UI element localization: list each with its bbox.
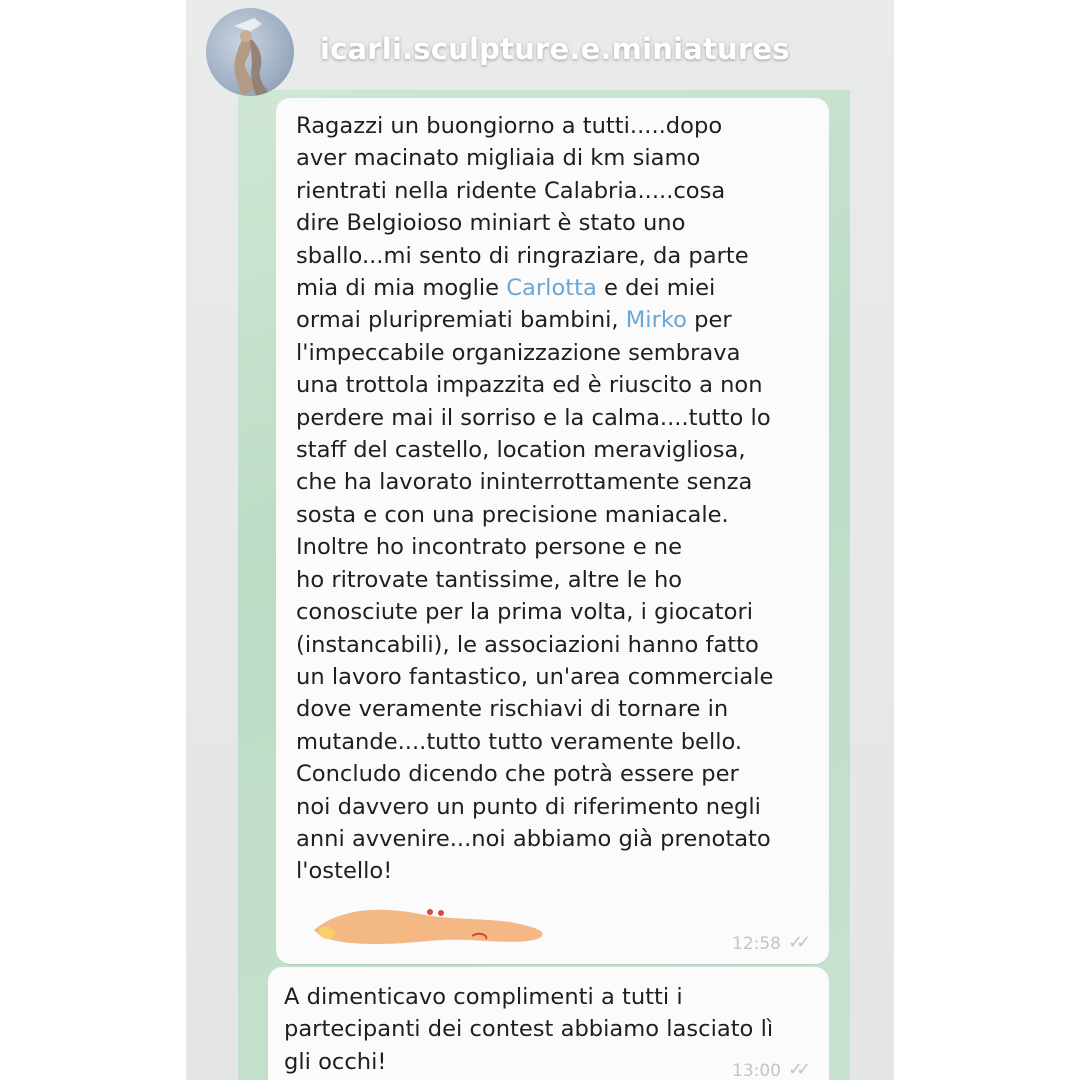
message-text-segment: rientrati nella ridente Calabria.....cosa xyxy=(296,177,726,204)
message-line xyxy=(284,1013,811,1045)
double-check-icon: ✓✓ xyxy=(788,932,805,953)
message-text-segment: Ragazzi un buongiorno a tutti.....dopo xyxy=(296,113,723,139)
message-text-segment: dove veramente rischiavi di tornare in xyxy=(296,696,729,723)
message-text-segment: e dei miei xyxy=(596,275,716,302)
story-frame xyxy=(186,0,894,1080)
message-time: 13:00 xyxy=(732,1061,781,1080)
message-text-segment: anni avvenire...noi abbiamo già prenotato xyxy=(296,825,771,852)
message-text-segment: che ha lavorato ininterrottamente senza xyxy=(296,469,753,496)
message-text-segment: conosciute per la prima volta, i giocatori xyxy=(296,599,754,626)
message-line xyxy=(296,531,811,563)
message-text-segment: per xyxy=(686,307,732,334)
message-line xyxy=(296,337,811,369)
message-line xyxy=(296,596,811,628)
message-time: 12:58 xyxy=(732,934,781,954)
message-text-segment: Inoltre ho incontrato persone e ne xyxy=(296,534,682,561)
message-text-segment: ho ritrovate tantissime, altre le ho xyxy=(296,566,683,593)
message-text xyxy=(296,110,811,888)
story-header xyxy=(186,0,894,100)
sculpture-avatar-icon[interactable] xyxy=(206,8,294,96)
message-line xyxy=(296,304,811,336)
message-line xyxy=(296,726,811,758)
message-line xyxy=(296,499,811,531)
message-line xyxy=(296,758,811,790)
message-text-segment: ormai pluripremiati bambini, xyxy=(296,307,626,334)
account-username[interactable]: icarli.sculpture.e.miniatures xyxy=(320,32,790,66)
message-line xyxy=(296,629,811,661)
message-line xyxy=(296,661,811,693)
message-text-segment: Concludo dicendo che potrà essere per xyxy=(296,761,739,788)
message-text-segment: l'impeccabile organizzazione sembrava xyxy=(296,339,741,366)
message-text-segment: noi davvero un punto di riferimento negli xyxy=(296,793,761,820)
message-line xyxy=(296,175,811,207)
message-text-segment: sosta e con una precisione maniacale. xyxy=(296,501,729,528)
message-line xyxy=(296,240,811,272)
message-text-segment: un lavoro fantastico, un'area commerciale xyxy=(296,663,774,690)
message-text-segment: l'ostello! xyxy=(296,858,393,885)
message-text-segment: perdere mai il sorriso e la calma....tutto lo xyxy=(296,404,771,431)
message-line xyxy=(284,981,811,1013)
message-line xyxy=(296,434,811,466)
double-check-icon: ✓✓ xyxy=(788,1059,805,1080)
message-text-segment: una trottola impazzita ed è riuscito a non xyxy=(296,372,763,399)
message-line xyxy=(296,564,811,596)
redacted-signature-scribble xyxy=(310,898,550,958)
message-text-segment: partecipanti dei contest abbiamo lasciato lì xyxy=(284,1016,774,1043)
message-text-segment: aver macinato migliaia di km siamo xyxy=(296,145,701,172)
message-line xyxy=(296,110,811,142)
message-line xyxy=(296,466,811,498)
message-line xyxy=(296,855,811,887)
message-text-segment: staff del castello, location meravigliosa, xyxy=(296,437,746,464)
message-line xyxy=(296,402,811,434)
message-line xyxy=(296,142,811,174)
message-text-segment: A dimenticavo complimenti a tutti i xyxy=(284,984,683,1010)
message-text-segment: dire Belgioioso miniart è stato uno xyxy=(296,210,686,237)
message-text-segment: mutande....tutto tutto veramente bello. xyxy=(296,728,743,755)
message-text-segment: sballo...mi sento di ringraziare, da parte xyxy=(296,242,749,269)
message-bubble xyxy=(268,967,829,1080)
message-line xyxy=(296,823,811,855)
message-text-segment: (instancabili), le associazioni hanno fatto xyxy=(296,631,759,658)
user-mention-link[interactable]: Mirko xyxy=(625,307,687,334)
message-line xyxy=(296,272,811,304)
message-bubble xyxy=(276,98,829,964)
user-mention-link[interactable]: Carlotta xyxy=(506,275,597,302)
message-line xyxy=(296,693,811,725)
message-line xyxy=(296,369,811,401)
message-line xyxy=(296,791,811,823)
message-line xyxy=(296,207,811,239)
message-text-segment: mia di mia moglie xyxy=(296,275,507,302)
message-text-segment: gli occhi! xyxy=(284,1048,387,1075)
